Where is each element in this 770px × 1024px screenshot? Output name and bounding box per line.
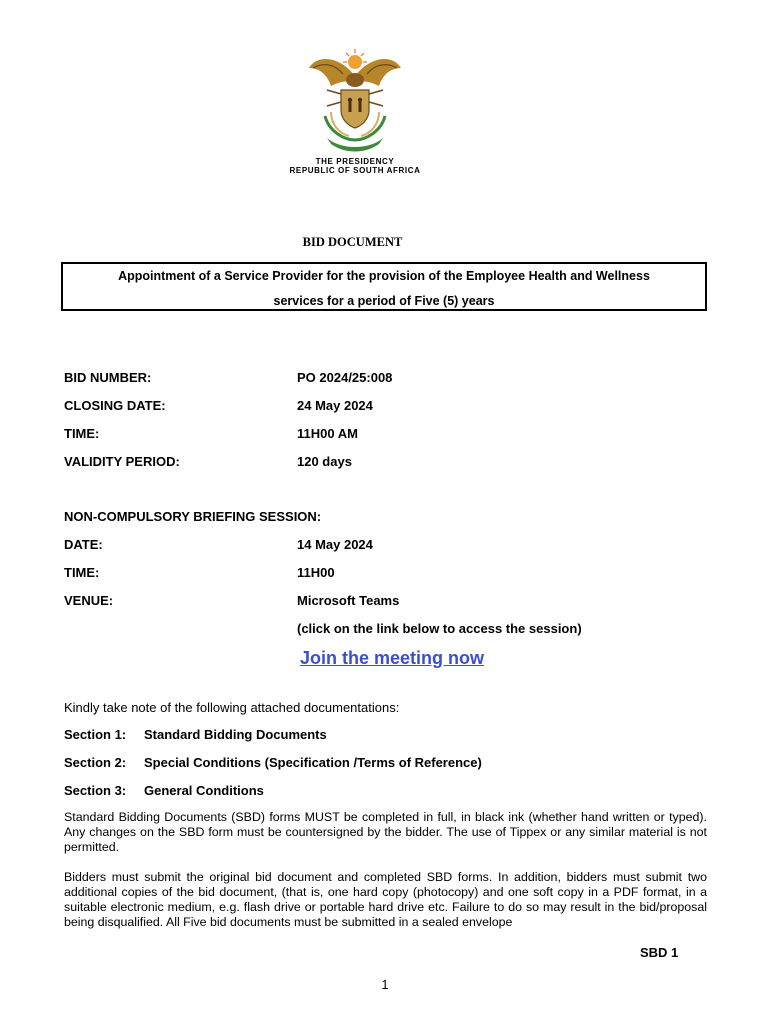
subject-box — [61, 262, 707, 311]
validity-period-value: 120 days — [297, 454, 352, 469]
briefing-time-label: TIME: — [64, 565, 100, 580]
coat-of-arms-logo — [305, 46, 405, 152]
validity-period-label: VALIDITY PERIOD: — [64, 454, 180, 469]
section-2-text: Special Conditions (Specification /Terms of Reference) — [144, 755, 482, 770]
presidency-line-1: THE PRESIDENCY — [315, 157, 395, 166]
bid-number-value: PO 2024/25:008 — [297, 370, 393, 385]
closing-date-label: CLOSING DATE: — [64, 398, 166, 413]
presidency-line-2: REPUBLIC OF SOUTH AFRICA — [289, 166, 421, 175]
briefing-heading: NON-COMPULSORY BRIEFING SESSION: — [64, 509, 322, 524]
join-meeting-link[interactable]: Join the meeting now — [300, 648, 485, 668]
closing-date-value: 24 May 2024 — [297, 398, 373, 413]
form-code: SBD 1 — [640, 945, 679, 960]
briefing-venue-value: Microsoft Teams — [297, 593, 400, 608]
section-2 — [64, 755, 482, 770]
section-2-label: Section 2: — [64, 755, 127, 770]
section-1-text: Standard Bidding Documents — [144, 727, 327, 742]
section-1-label: Section 1: — [64, 727, 127, 742]
briefing-note: (click on the link below to access the session) — [297, 621, 582, 636]
section-3-text: General Conditions — [144, 783, 264, 798]
section-3 — [64, 783, 264, 798]
section-3-label: Section 3: — [64, 783, 127, 798]
paragraph-submission: Bidders must submit the original bid document and completed SBD forms. In addition, bidders must submit two additional copies of the bid document, (that is, one hard copy (photocopy) and one soft copy in a PDF format, in a suitable electronic medium, e.g. flash drive or portable hard drive etc. Failure to do so may result in the bid/proposal being disqualified. All Five bid documents must be submitted in a sealed envelope — [64, 870, 707, 929]
bid-number-label: BID NUMBER: — [64, 370, 152, 385]
subject-line-1: Appointment of a Service Provider for the provision of the Employee Health and Wellness — [118, 269, 650, 283]
briefing-date-label: DATE: — [64, 537, 103, 552]
page-number: 1 — [381, 977, 389, 992]
document-title: BID DOCUMENT — [302, 235, 403, 249]
briefing-time-value: 11H00 — [297, 565, 335, 580]
closing-time-label: TIME: — [64, 426, 100, 441]
subject-line-2: services for a period of Five (5) years — [273, 294, 495, 308]
section-1 — [64, 727, 327, 742]
closing-time-value: 11H00 AM — [297, 426, 358, 441]
briefing-venue-label: VENUE: — [64, 593, 114, 608]
paragraph-sbd-forms: Standard Bidding Documents (SBD) forms MUST be completed in full, in black ink (whether hand written or typed). Any changes on the SBD form must be countersigned by the bidder. The use of Tippex or any similar material is not permitted. — [64, 810, 707, 854]
attachments-intro: Kindly take note of the following attached documentations: — [64, 700, 400, 715]
briefing-date-value: 14 May 2024 — [297, 537, 373, 552]
